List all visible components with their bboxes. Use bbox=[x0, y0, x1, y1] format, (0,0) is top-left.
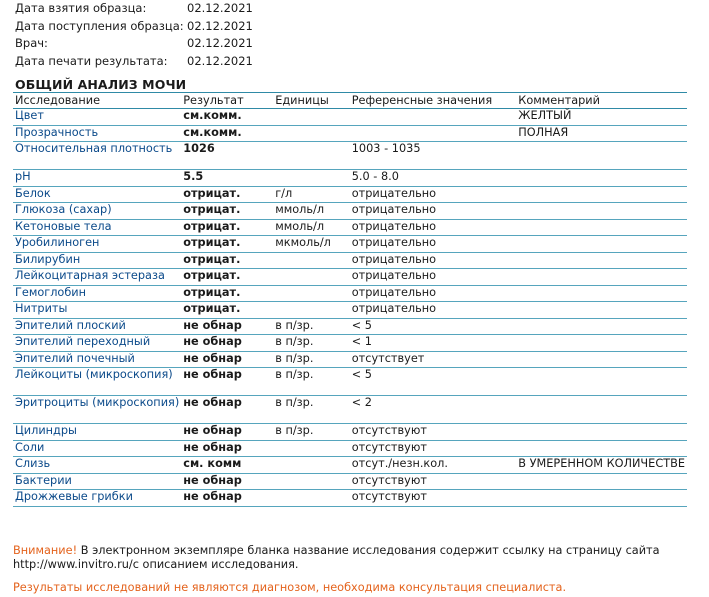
test-name[interactable]: Эритроциты (микроскопия) bbox=[13, 396, 181, 424]
test-units: в п/зр. bbox=[273, 368, 350, 396]
test-result: отрицат. bbox=[181, 236, 273, 253]
test-reference: отрицательно bbox=[350, 269, 505, 286]
test-name[interactable]: Цвет bbox=[13, 109, 181, 126]
test-name[interactable]: Бактерии bbox=[13, 473, 181, 490]
test-name[interactable]: Глюкоза (сахар) bbox=[13, 203, 181, 220]
test-comment bbox=[504, 302, 687, 319]
meta-value: 02.12.2021 bbox=[187, 18, 253, 33]
test-name[interactable]: Относительная плотность bbox=[13, 142, 181, 170]
test-result: отрицат. bbox=[181, 203, 273, 220]
test-result: 5.5 bbox=[181, 170, 273, 187]
meta-value: 02.12.2021 bbox=[187, 36, 253, 50]
test-name[interactable]: Нитриты bbox=[13, 302, 181, 319]
test-units bbox=[273, 142, 350, 170]
test-reference: отсутствуют bbox=[350, 473, 505, 490]
test-reference: отсутствуют bbox=[350, 490, 505, 507]
test-units bbox=[273, 473, 350, 490]
meta-label: Дата печати результата: bbox=[15, 53, 168, 68]
test-comment bbox=[504, 236, 687, 253]
meta-label: Дата поступления образца: bbox=[15, 18, 184, 33]
test-name[interactable]: Белок bbox=[13, 186, 181, 203]
table-row bbox=[13, 219, 687, 236]
table-row bbox=[13, 186, 687, 203]
test-units bbox=[273, 252, 350, 269]
test-units bbox=[273, 125, 350, 142]
table-row bbox=[13, 457, 687, 474]
test-comment bbox=[504, 473, 687, 490]
test-result: не обнар bbox=[181, 490, 273, 507]
test-result: не обнар bbox=[181, 424, 273, 441]
test-units: г/л bbox=[273, 186, 350, 203]
test-result: не обнар bbox=[181, 335, 273, 352]
table-row bbox=[13, 440, 687, 457]
test-reference: отрицательно bbox=[350, 285, 505, 302]
test-comment bbox=[504, 351, 687, 368]
meta-label: Врач: bbox=[15, 36, 48, 50]
table-row bbox=[13, 252, 687, 269]
table-row bbox=[13, 335, 687, 352]
test-name[interactable]: Дрожжевые грибки bbox=[13, 490, 181, 507]
table-row bbox=[13, 302, 687, 319]
table-row bbox=[13, 396, 687, 424]
header-comment: Комментарий bbox=[504, 93, 687, 109]
test-reference: отрицательно bbox=[350, 186, 505, 203]
table-row bbox=[13, 125, 687, 142]
test-name[interactable]: pH bbox=[13, 170, 181, 187]
test-reference: отсутствуют bbox=[350, 424, 505, 441]
table-row bbox=[13, 109, 687, 126]
test-name[interactable]: Кетоновые тела bbox=[13, 219, 181, 236]
test-units: в п/зр. bbox=[273, 351, 350, 368]
test-name[interactable]: Эпителий плоский bbox=[13, 318, 181, 335]
test-name[interactable]: Прозрачность bbox=[13, 125, 181, 142]
test-result: см. комм bbox=[181, 457, 273, 474]
results-body bbox=[13, 109, 687, 507]
notice bbox=[13, 544, 693, 572]
test-result: 1026 bbox=[181, 142, 273, 170]
test-reference: отсутствуют bbox=[350, 440, 505, 457]
test-comment bbox=[504, 142, 687, 170]
table-row bbox=[13, 318, 687, 335]
test-units: в п/зр. bbox=[273, 335, 350, 352]
test-result: отрицат. bbox=[181, 285, 273, 302]
test-comment: ЖЕЛТЫЙ bbox=[504, 109, 687, 126]
test-reference: < 5 bbox=[350, 368, 505, 396]
test-units bbox=[273, 285, 350, 302]
test-reference: отрицательно bbox=[350, 219, 505, 236]
disclaimer: Результаты исследований не являются диагнозом, необходима консультация специалиста. bbox=[13, 581, 567, 594]
test-reference: отрицательно bbox=[350, 252, 505, 269]
meta-value: 02.12.2021 bbox=[187, 53, 253, 68]
test-name[interactable]: Эпителий почечный bbox=[13, 351, 181, 368]
test-name[interactable]: Гемоглобин bbox=[13, 285, 181, 302]
table-row bbox=[13, 142, 687, 170]
test-reference: отрицательно bbox=[350, 203, 505, 220]
table-row bbox=[13, 269, 687, 286]
test-units: ммоль/л bbox=[273, 203, 350, 220]
test-reference bbox=[350, 125, 505, 142]
table-header-row bbox=[13, 93, 687, 109]
test-units bbox=[273, 440, 350, 457]
results-table bbox=[13, 92, 687, 507]
test-result: отрицат. bbox=[181, 252, 273, 269]
table-row bbox=[13, 170, 687, 187]
table-row bbox=[13, 490, 687, 507]
test-result: см.комм. bbox=[181, 125, 273, 142]
test-name[interactable]: Лейкоцитарная эстераза bbox=[13, 269, 181, 286]
test-units: мкмоль/л bbox=[273, 236, 350, 253]
test-comment bbox=[504, 335, 687, 352]
test-result: не обнар bbox=[181, 473, 273, 490]
test-name[interactable]: Уробилиноген bbox=[13, 236, 181, 253]
test-comment bbox=[504, 440, 687, 457]
notice-label: Внимание! bbox=[13, 544, 78, 557]
test-result: не обнар bbox=[181, 440, 273, 457]
header-units: Единицы bbox=[273, 93, 350, 109]
test-reference: отсутствует bbox=[350, 351, 505, 368]
table-row bbox=[13, 473, 687, 490]
table-row bbox=[13, 203, 687, 220]
test-comment: В УМЕРЕННОМ КОЛИЧЕСТВЕ bbox=[504, 457, 687, 474]
test-result: отрицат. bbox=[181, 186, 273, 203]
test-comment bbox=[504, 318, 687, 335]
test-comment bbox=[504, 170, 687, 187]
test-result: отрицат. bbox=[181, 219, 273, 236]
test-result: не обнар bbox=[181, 351, 273, 368]
test-comment: ПОЛНАЯ bbox=[504, 125, 687, 142]
test-name[interactable]: Цилиндры bbox=[13, 424, 181, 441]
meta-value: 02.12.2021 bbox=[187, 1, 253, 15]
test-comment bbox=[504, 368, 687, 396]
meta-label: Дата взятия образца: bbox=[15, 1, 147, 15]
test-result: отрицат. bbox=[181, 302, 273, 319]
test-units bbox=[273, 170, 350, 187]
test-reference: отрицательно bbox=[350, 236, 505, 253]
table-row bbox=[13, 285, 687, 302]
test-units bbox=[273, 109, 350, 126]
test-reference: 1003 - 1035 bbox=[350, 142, 505, 170]
test-name[interactable]: Лейкоциты (микроскопия) bbox=[13, 368, 181, 396]
test-comment bbox=[504, 490, 687, 507]
test-reference bbox=[350, 109, 505, 126]
test-name[interactable]: Соли bbox=[13, 440, 181, 457]
test-units bbox=[273, 269, 350, 286]
test-reference: < 2 bbox=[350, 396, 505, 424]
table-row bbox=[13, 236, 687, 253]
test-comment bbox=[504, 269, 687, 286]
header-reference: Референсные значения bbox=[350, 93, 505, 109]
table-row bbox=[13, 351, 687, 368]
test-reference: < 1 bbox=[350, 335, 505, 352]
test-comment bbox=[504, 186, 687, 203]
test-result: не обнар bbox=[181, 368, 273, 396]
table-row bbox=[13, 368, 687, 396]
header-test: Исследование bbox=[13, 93, 181, 109]
test-result: отрицат. bbox=[181, 269, 273, 286]
test-result: см.комм. bbox=[181, 109, 273, 126]
test-comment bbox=[504, 219, 687, 236]
test-comment bbox=[504, 252, 687, 269]
table-row bbox=[13, 424, 687, 441]
header-result: Результат bbox=[181, 93, 273, 109]
test-units bbox=[273, 302, 350, 319]
test-units: ммоль/л bbox=[273, 219, 350, 236]
test-units: в п/зр. bbox=[273, 424, 350, 441]
notice-text[interactable]: В электронном экземпляре бланка название исследования содержит ссылку на страницу сайта http://www.invitro.ru/c описанием исследования. bbox=[13, 544, 660, 571]
test-result: не обнар bbox=[181, 318, 273, 335]
test-comment bbox=[504, 285, 687, 302]
test-comment bbox=[504, 203, 687, 220]
test-result: не обнар bbox=[181, 396, 273, 424]
test-comment bbox=[504, 424, 687, 441]
test-reference: 5.0 - 8.0 bbox=[350, 170, 505, 187]
test-units: в п/зр. bbox=[273, 396, 350, 424]
test-units bbox=[273, 457, 350, 474]
test-reference: отрицательно bbox=[350, 302, 505, 319]
test-units: в п/зр. bbox=[273, 318, 350, 335]
test-reference: отсут./незн.кол. bbox=[350, 457, 505, 474]
section-title: ОБЩИЙ АНАЛИЗ МОЧИ bbox=[15, 77, 187, 92]
test-units bbox=[273, 490, 350, 507]
test-name[interactable]: Слизь bbox=[13, 457, 181, 474]
test-reference: < 5 bbox=[350, 318, 505, 335]
test-comment bbox=[504, 396, 687, 424]
test-name[interactable]: Билирубин bbox=[13, 252, 181, 269]
test-name[interactable]: Эпителий переходный bbox=[13, 335, 181, 352]
